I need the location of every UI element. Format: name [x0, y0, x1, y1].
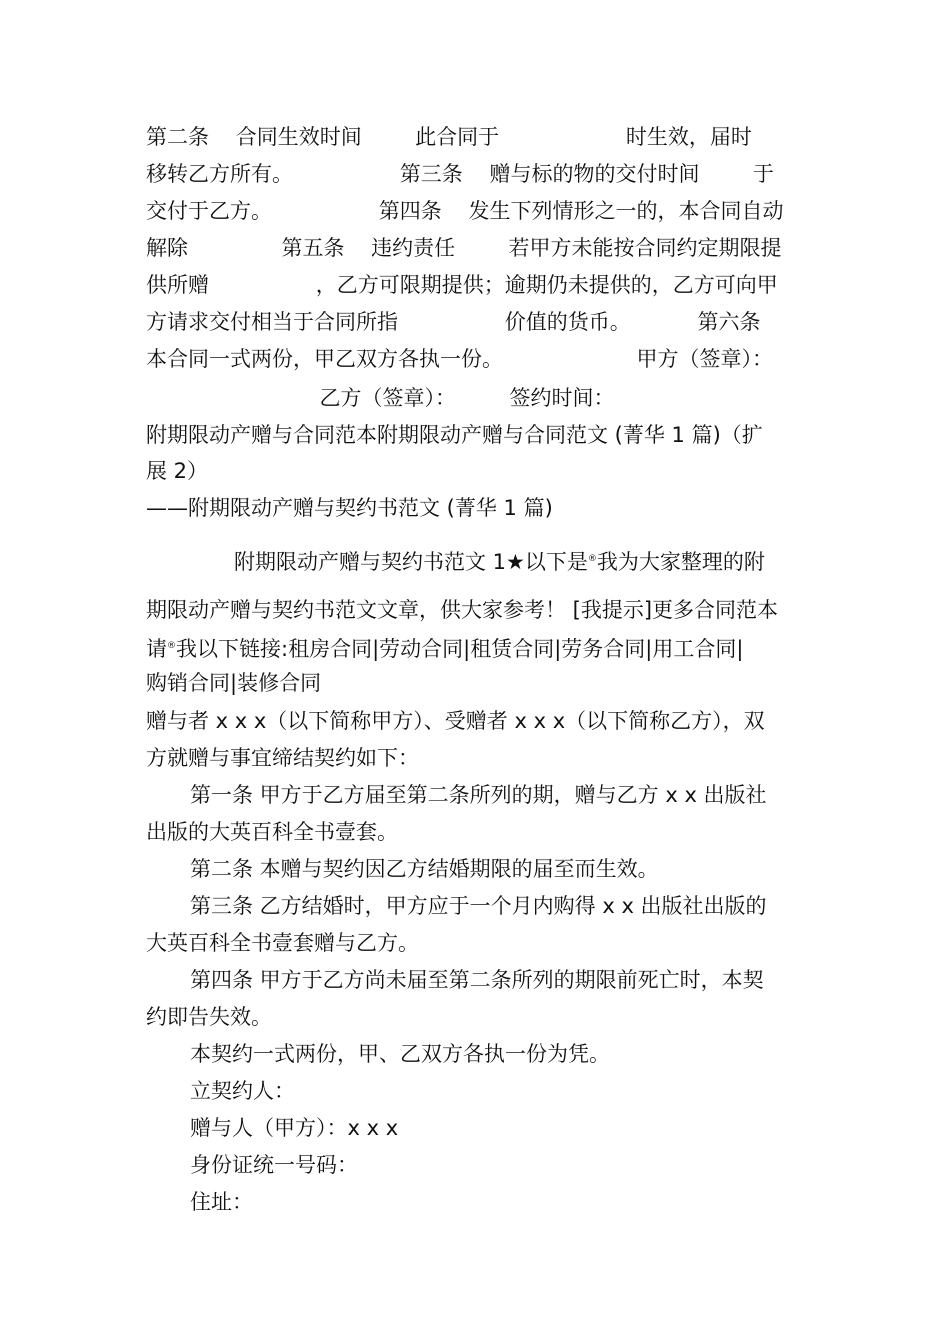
- body-line: 本契约一式两份，甲、乙双方各执一份为凭。: [190, 1042, 610, 1066]
- body-line: 出版的大英百科全书壹套。: [146, 820, 398, 844]
- body-line: 住址：: [190, 1190, 253, 1214]
- intro-text: 附期限动产赠与契约书范文 1★以下是: [234, 550, 588, 574]
- intro-line-3: [146, 631, 743, 664]
- body-line: 大英百科全书壹套赠与乙方。: [146, 931, 419, 955]
- body-line: 第二条 本赠与契约因乙方结婚期限的届至而生效。: [190, 857, 659, 881]
- registered-mark: ®: [167, 641, 176, 651]
- body-line: 赠与人（甲方）：x x x: [190, 1116, 399, 1140]
- body-line: 方就赠与事宜缔结契约如下：: [146, 746, 419, 770]
- intro-text: 我为大家整理的附: [596, 550, 765, 574]
- body-line: 第三条 乙方结婚时，甲方应于一个月内购得 x x 出版社出版的: [190, 894, 767, 918]
- lines-line: 附期限动产赠与合同范本附期限动产赠与合同范文 (菁华 1 篇)（扩: [146, 423, 763, 447]
- body-line: 约即告失效。: [146, 1005, 272, 1029]
- intro-links: 我以下链接:租房合同|劳动合同|租赁合同|劳务合同|用工合同|: [176, 637, 744, 661]
- lines-line: 交付于乙方。 第四条 发生下列情形之一的，本合同自动: [146, 199, 784, 223]
- body-line: 第一条 甲方于乙方届至第二条所列的期，赠与乙方 x x 出版社: [190, 783, 767, 807]
- body-line: 第四条 甲方于乙方尚未届至第二条所列的期限前死亡时，本契: [190, 968, 764, 992]
- body-line: 立契约人：: [190, 1079, 295, 1103]
- lines-line: 乙方（签章）： 签约时间：: [146, 386, 615, 410]
- lines-line: 第二条 合同生效时间 此合同于 时生效，届时: [146, 125, 752, 149]
- lines-line: 移转乙方所有。 第三条 赠与标的物的交付时间 于: [146, 162, 774, 186]
- intro-line-1: [234, 544, 765, 577]
- intro-line-2: 期限动产赠与契约书范文文章，供大家参考！ [我提示]更多合同范本: [146, 598, 779, 622]
- lines-line: 展 2）: [146, 459, 209, 483]
- intro-line-4: 购销合同|装修合同: [146, 671, 322, 695]
- body-line: 赠与者 x x x（以下简称甲方）、受赠者 x x x（以下简称乙方），双: [146, 709, 765, 733]
- lines-line: 供所赠 ，乙方可限期提供；逾期仍未提供的，乙方可向甲: [146, 273, 778, 297]
- lines-line: 本合同一式两份，甲乙双方各执一份。 甲方（签章）：: [146, 347, 774, 371]
- intro-text: 请: [146, 637, 167, 661]
- body-line: 身份证统一号码：: [190, 1153, 358, 1177]
- lines-line: 方请求交付相当于合同所指 价值的货币。 第六条: [146, 310, 761, 334]
- lines-line: 解除 第五条 违约责任 若甲方未能按合同约定期限提: [146, 236, 782, 260]
- registered-mark: ®: [587, 554, 597, 564]
- lines-line: ——附期限动产赠与契约书范文 (菁华 1 篇): [146, 496, 553, 520]
